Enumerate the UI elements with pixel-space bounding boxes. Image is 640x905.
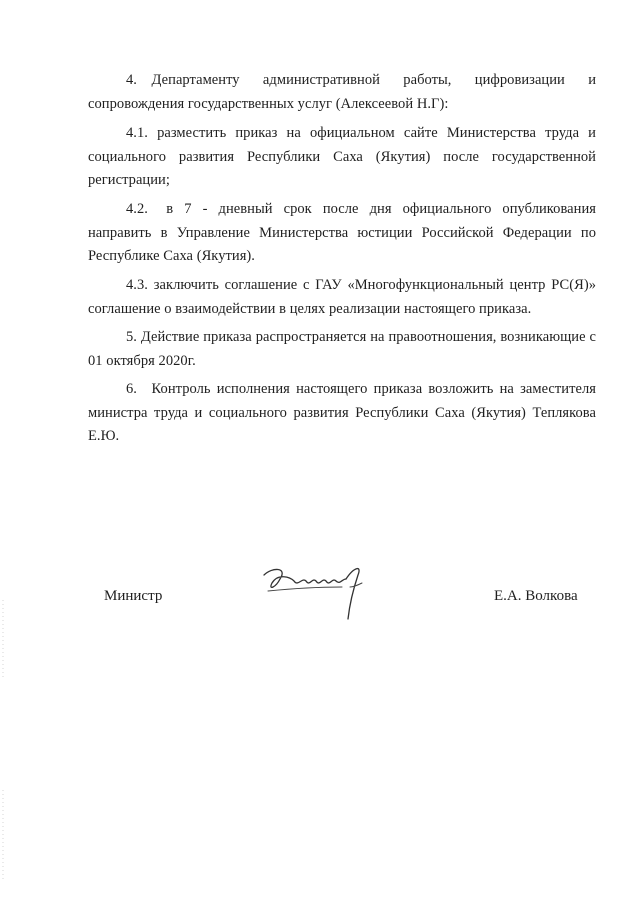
scan-edge-marks bbox=[2, 590, 4, 890]
paragraph-6: 6. Контроль исполнения настоящего приказа возложить на заместителя министра труда и социального развития Республики Саха (Якутия) Теплякова Е.Ю. bbox=[88, 381, 596, 444]
signatory-name: Е.А. Волкова bbox=[494, 588, 578, 604]
signatory-position: Министр bbox=[104, 588, 163, 604]
paragraph-4-1: 4.1. разместить приказ на официальном сайте Министерства труда и социального развития Республики Саха (Якутия) после государственной регистрации; bbox=[88, 125, 596, 188]
paragraph-4: 4. Департаменту административной работы, цифровизации и сопровождения государственных услуг (Алексеевой Н.Г): bbox=[88, 72, 596, 112]
paragraph-4-2: 4.2. в 7 - дневный срок после дня официального опубликования направить в Управление Министерства юстиции Российской Федерации по Республике Саха (Якутия). bbox=[88, 201, 596, 264]
handwritten-signature bbox=[258, 565, 368, 625]
signature-block bbox=[0, 583, 640, 623]
paragraph-4-3: 4.3. заключить соглашение с ГАУ «Многофункциональный центр РС(Я)» соглашение о взаимодействии в целях реализации настоящего приказа. bbox=[88, 277, 596, 317]
paragraph-5: 5. Действие приказа распространяется на правоотношения, возникающие с 01 октября 2020г. bbox=[88, 329, 596, 369]
